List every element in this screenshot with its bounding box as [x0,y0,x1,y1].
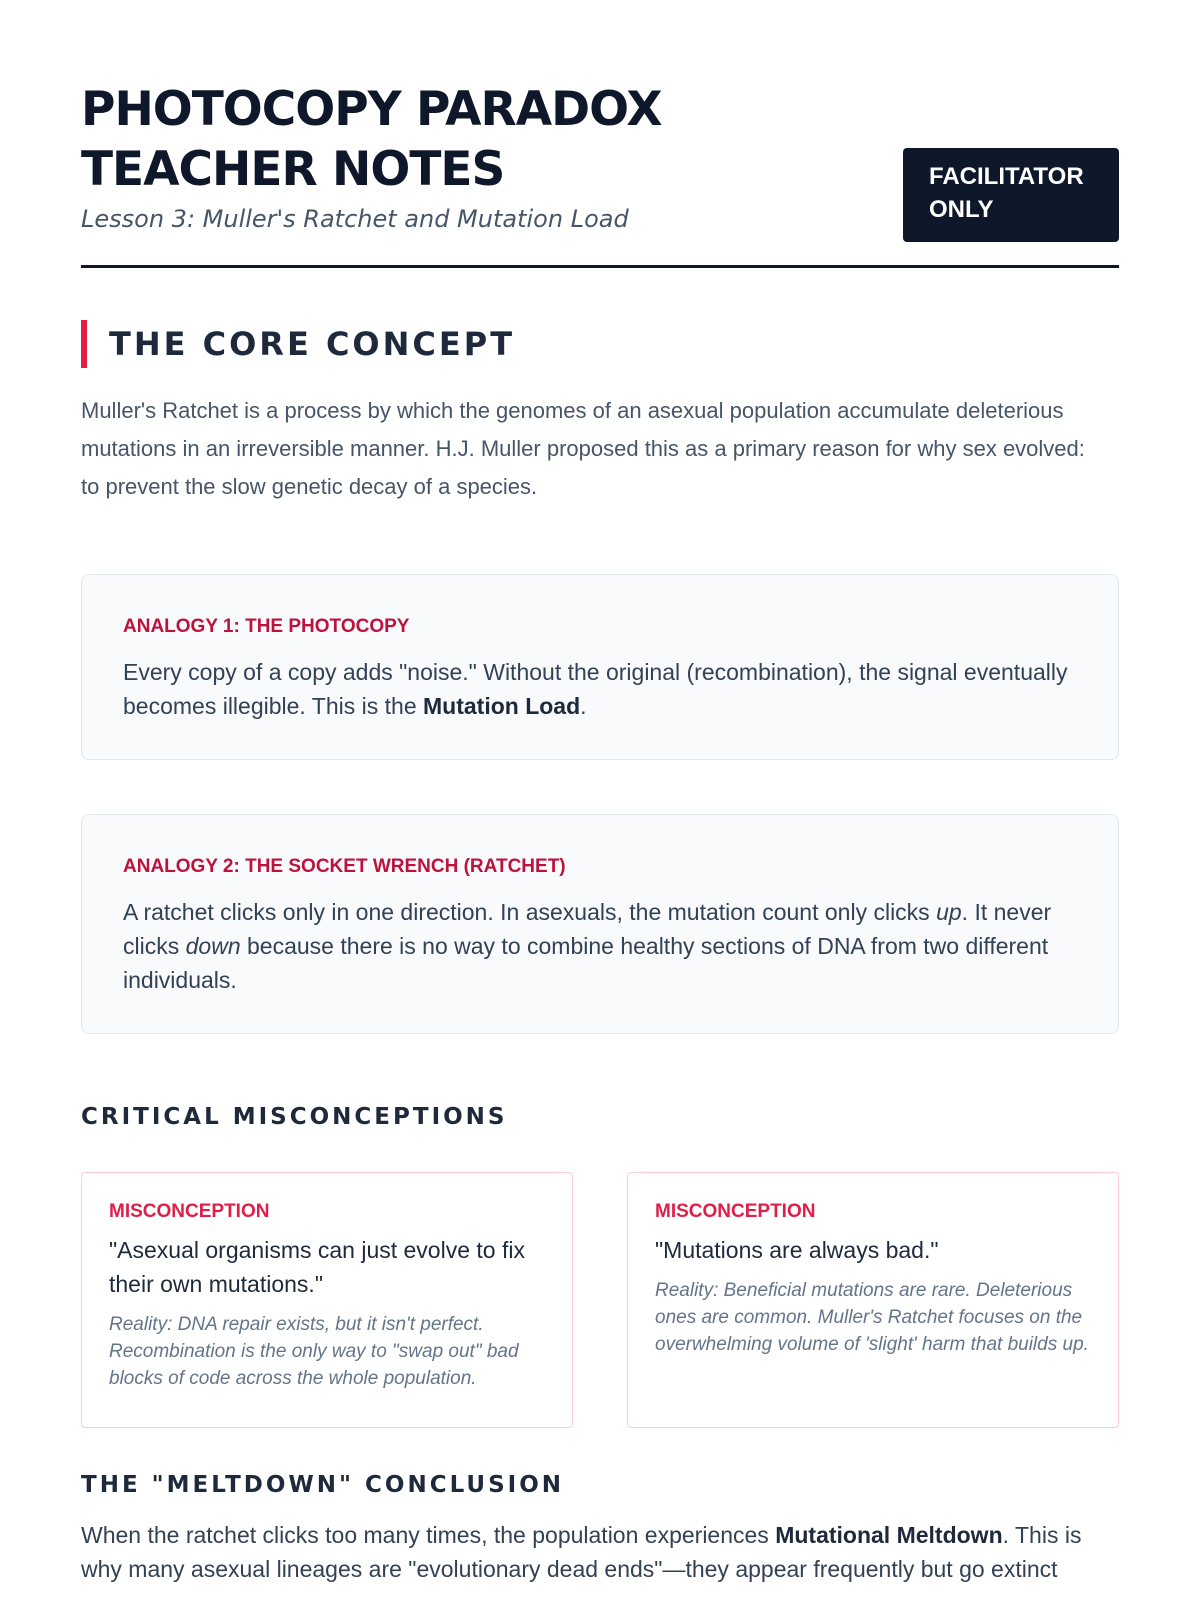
analogy-text-part: . It never clicks [123,899,1052,959]
analogy-title: ANALOGY 2: THE SOCKET WRENCH (RATCHET) [123,856,566,877]
badge-line-1: FACILITATOR [929,163,1084,190]
misconception-reality: Reality: Beneficial mutations are rare. Deleterious ones are common. Muller's Ratchet focuses on the overwhelming volume of 'slight' harm that builds up. [655,1280,1089,1355]
conclusion-text-part: . This is why many asexual lineages are "evolutionary dead ends"—they appear frequently but go extinct [81,1522,1082,1582]
title-line-1: PHOTOCOPY PARADOX [81,82,662,137]
misconception-reality: Reality: DNA repair exists, but it isn't perfect. Recombination is the only way to "swap out" bad blocks of code across the whole population. [109,1314,519,1389]
analogy-text [123,895,1078,997]
misconception-card [627,1172,1119,1428]
core-concept-heading: THE CORE CONCEPT [81,320,1119,368]
mutational-meltdown-term: Mutational Meltdown [775,1522,1003,1548]
misconception-label: MISCONCEPTION [655,1201,816,1222]
meltdown-conclusion-heading: THE "MELTDOWN" CONCLUSION [81,1472,565,1498]
emphasis-up: up [936,899,962,925]
misconceptions-heading: CRITICAL MISCONCEPTIONS [81,1104,508,1130]
misconception-label: MISCONCEPTION [109,1201,270,1222]
misconception-card [81,1172,573,1428]
conclusion-text-part: When the ratchet clicks too many times, the population experiences [81,1522,776,1548]
lesson-subtitle: Lesson 3: Muller's Ratchet and Mutation Load [81,205,629,233]
title-line-2: TEACHER NOTES [81,142,505,197]
facilitator-only-badge [903,148,1119,242]
analogy-title: ANALOGY 1: THE PHOTOCOPY [123,616,410,637]
analogy-card-ratchet [81,814,1119,1034]
analogy-card-photocopy [81,574,1119,760]
misconceptions-grid [81,1172,1119,1428]
analogy-text-part: . [580,693,587,719]
core-concept-intro: Muller's Ratchet is a process by which the genomes of an asexual population accumulate deleterious mutations in an irreversible manner. H.J. Muller proposed this as a primary reason for why sex evolved: to prevent the slow genetic decay of a species. [81,398,1085,499]
misconception-quote: "Asexual organisms can just evolve to fix their own mutations." [109,1237,525,1297]
analogy-text-part: because there is no way to combine healthy sections of DNA from two different individuals. [123,933,1049,993]
emphasis-down: down [185,933,241,959]
badge-line-2: ONLY [929,196,994,223]
page-header [81,80,1119,268]
analogy-text-part: A ratchet clicks only in one direction. In asexuals, the mutation count only clicks [123,899,937,925]
analogy-text-part: Every copy of a copy adds "noise." Without the original (recombination), the signal eventually becomes illegible. This is the [123,659,1068,719]
meltdown-conclusion-text [81,1518,1119,1586]
analogy-text [123,655,1078,723]
misconception-quote: "Mutations are always bad." [655,1237,939,1263]
mutation-load-term: Mutation Load [423,693,581,719]
